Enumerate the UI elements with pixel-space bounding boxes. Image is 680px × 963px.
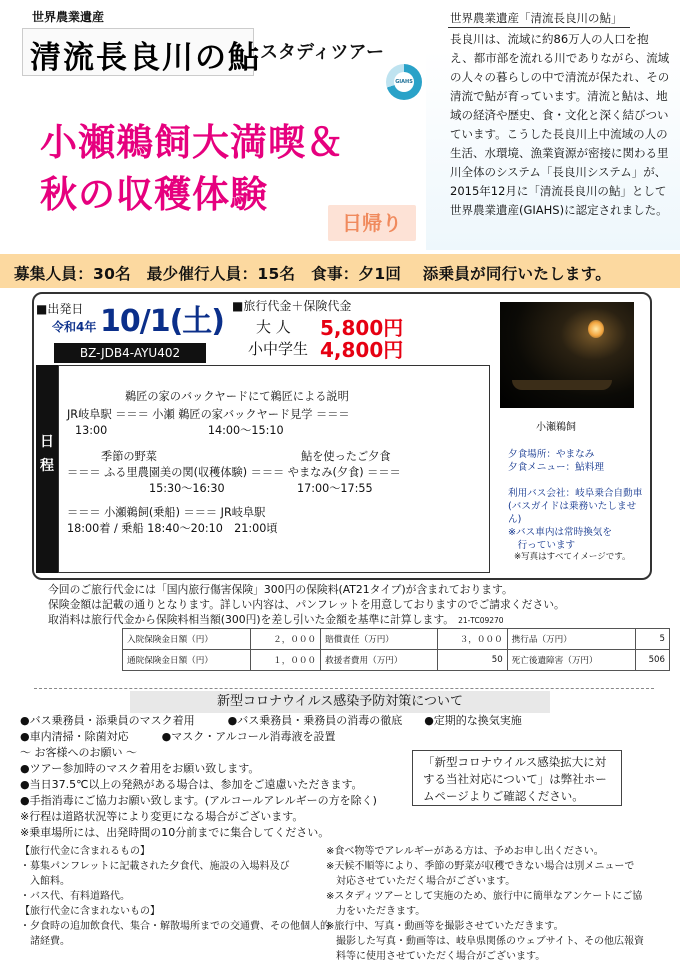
table-cell: 入院保険金日額（円） <box>123 629 251 650</box>
departure-era: 令和4年 <box>52 320 97 334</box>
intro-heading-underline <box>448 27 630 28</box>
tour-code-badge: BZ-JDB4-AYU402 <box>54 343 206 363</box>
side-info-line: 夕食場所：やまなみ <box>508 449 595 460</box>
insurance-note-text: 取消料は旅行代金から保険料相当額(300円)を差し引いた金額を基準に計算します。 <box>48 613 455 626</box>
covid-line: ※乗車場所には、出発時間の10分前までに集合してください。 <box>20 826 330 839</box>
insurance-notes <box>48 582 648 628</box>
remarks-line: 撮影した写真・動画等は、岐阜県関係のウェブサイト、その他広報資 <box>326 936 644 947</box>
table-cell: 5 <box>635 629 669 650</box>
photo-caption: 小瀬鵜飼 <box>536 422 576 433</box>
schedule-box <box>58 365 490 573</box>
included-line: ・夕食時の追加飲食代、集合・解散場所までの交通費、その他個人的 <box>20 921 330 932</box>
section-divider <box>34 688 654 689</box>
insurance-note: 今回のご旅行代金には「国内旅行傷害保険」300円の保険料(AT21タイプ)が含まれております。 <box>48 583 513 596</box>
schedule-route-3: ＝＝＝ 小瀬鵜飼(乗船) ＝＝＝ JR岐阜駅 <box>67 506 266 519</box>
insurance-note: 保険金額は記載の通りとなります。詳しい内容は、パンフレットを用意しておりますのでご請求ください。 <box>48 598 565 611</box>
fee-child-price: 4,800円 <box>320 338 404 362</box>
schedule-side-label: 日程 <box>40 434 54 474</box>
departure-label: ■出発日 <box>36 302 84 316</box>
table-cell: ２，０００ <box>251 629 321 650</box>
fee-child-label: 小中学生 <box>248 340 309 358</box>
covid-line: ●手指消毒にご協力お願い致します。(アルコールアレルギーの方を除く) <box>20 794 377 807</box>
remarks-line: 料等に使用させていただく場合がございます。 <box>326 951 546 962</box>
remarks-line: ※旅行中、写真・動画等を撮影させていただきます。 <box>326 921 564 932</box>
covid-line: ～ お客様へのお願い ～ <box>20 746 137 759</box>
covid-line: ●ツアー参加時のマスク着用をお願い致します。 <box>20 762 260 775</box>
remarks-line: 対応させていただく場合がございます。 <box>326 876 516 887</box>
table-cell: 50 <box>437 650 507 671</box>
included-line: ・バス代、有料道路代。 <box>20 891 130 902</box>
giahs-logo-text: GIAHS <box>394 72 414 92</box>
schedule-label-veg: 季節の野菜 <box>101 450 157 463</box>
remarks-line: 力をいただきます。 <box>326 906 426 917</box>
schedule-times-3: 18:00着 / 乗船 18:40～20:10 21:00頃 <box>67 522 278 535</box>
cormorant-fishing-photo <box>500 302 634 408</box>
heritage-label: 世界農業遺産 <box>32 10 105 24</box>
table-cell: 携行品（万円） <box>507 629 635 650</box>
insurance-code: 21-TC09270 <box>458 616 504 625</box>
side-info-line: 行っています <box>508 540 576 551</box>
day-trip-badge: 日帰り <box>328 205 416 241</box>
table-cell: 賠償責任（万円） <box>321 629 437 650</box>
side-info-line: 夕食メニュー：鮎料理 <box>508 462 604 473</box>
table-cell: ３，０００ <box>437 629 507 650</box>
summary-band-text: 募集人員：30名 最少催行人員：15名 食事：夕1回 添乗員が同行いたします。 <box>14 265 612 283</box>
side-info-line: ※バス車内は常時換気を <box>508 527 612 538</box>
image-disclaimer: ※写真はすべてイメージです。 <box>514 552 631 562</box>
included-line: 諸経費。 <box>20 936 70 947</box>
included-line: 【旅行代金に含まれるもの】 <box>20 846 150 857</box>
covid-line: ※行程は道路状況等により変更になる場合がございます。 <box>20 810 304 823</box>
side-info-line: 利用バス会社：岐阜乗合自動車 <box>508 488 643 499</box>
table-cell: 通院保険金日額（円） <box>123 650 251 671</box>
intro-body: 長良川は、流域に約86万人の人口を抱え、都市部を流れる川でありながら、流域の人々の暮らしの中で清流が保たれ、その清流で鮎が育っています。清流と鮎は、地域の経済や歴史、食・文化と深く結びついています。こうした長良川上中流域の人の生活、水環境、漁業資源が密接に関わる里川全体のシステム「長良川システム」が、2015年12月に「清流長良川の鮎」として世界農業遺産(GIAHS)に認定されました。 <box>450 32 670 217</box>
fee-label: ■旅行代金＋保険代金 <box>232 299 352 313</box>
tour-type-label: スタディツアー <box>260 42 385 63</box>
table-cell: 救援者費用（万円） <box>321 650 437 671</box>
schedule-times-2b: 17:00～17:55 <box>297 482 373 495</box>
boat-silhouette-icon <box>512 380 612 390</box>
fee-adult-price: 5,800円 <box>320 316 404 340</box>
departure-date: 10/1(土) <box>100 304 225 339</box>
main-title-line1: 小瀬鵜飼大満喫＆ <box>40 121 344 164</box>
schedule-note: 鵜匠の家のバックヤードにて鵜匠による説明 <box>125 390 349 403</box>
covid-line: ●当日37.5℃以上の発熱がある場合は、参加をご遠慮いただきます。 <box>20 778 363 791</box>
table-row <box>123 650 670 671</box>
torch-fire-icon <box>588 320 604 338</box>
included-line: ・募集パンフレットに記載された夕食代、施設の入場料及び <box>20 861 290 872</box>
main-title-line2: 秋の収穫体験 <box>40 173 268 216</box>
covid-section-title: 新型コロナウイルス感染予防対策について <box>130 691 550 713</box>
covid-notice-box: 「新型コロナウイルス感染拡大に対する当社対応について」は弊社ホームページよりご確認ください。 <box>412 750 622 806</box>
table-cell: １，０００ <box>251 650 321 671</box>
included-line: 【旅行代金に含まれないもの】 <box>20 906 160 917</box>
insurance-table <box>122 628 670 671</box>
brand-name: 清流長良川の鮎 <box>30 40 261 76</box>
insurance-note <box>48 612 648 628</box>
fee-adult-label: 大 人 <box>256 318 291 336</box>
schedule-label-dinner: 鮎を使ったご夕食 <box>301 450 391 463</box>
table-cell: 死亡後遺障害（万円） <box>507 650 635 671</box>
intro-heading: 世界農業遺産「清流長良川の鮎」 <box>450 11 623 25</box>
covid-line: ●バス乗務員・添乗員のマスク着用 ●バス乗務員・乗務員の消毒の徹底 ●定期的な換気実施 <box>20 714 522 727</box>
schedule-route-1: JR岐阜駅 ＝＝＝ 小瀬 鵜匠の家バックヤード見学 ＝＝＝ <box>67 408 350 421</box>
covid-line: ●車内清掃・除菌対応 ●マスク・アルコール消毒液を設置 <box>20 730 336 743</box>
side-info-line: (バスガイドは乗務いたしません) <box>508 501 637 525</box>
schedule-times-2a: 15:30～16:30 <box>149 482 225 495</box>
table-row <box>123 629 670 650</box>
schedule-times-1: 13:00 14:00～15:10 <box>75 424 284 437</box>
remarks-line: ※天候不順等により、季節の野菜が収穫できない場合は別メニューで <box>326 861 635 872</box>
side-info <box>508 448 648 552</box>
remarks-line: ※スタディツアーとして実施のため、旅行中に簡単なアンケートにご協 <box>326 891 643 902</box>
remarks-line: ※食べ物等でアレルギーがある方は、予めお申し出ください。 <box>326 846 604 857</box>
table-cell: 506 <box>635 650 669 671</box>
included-line: 入館料。 <box>20 876 70 887</box>
schedule-route-2: ＝＝＝ ふる里農園美の関(収穫体験) ＝＝＝ やまなみ(夕食) ＝＝＝ <box>67 466 401 479</box>
side-info-line <box>508 474 648 487</box>
